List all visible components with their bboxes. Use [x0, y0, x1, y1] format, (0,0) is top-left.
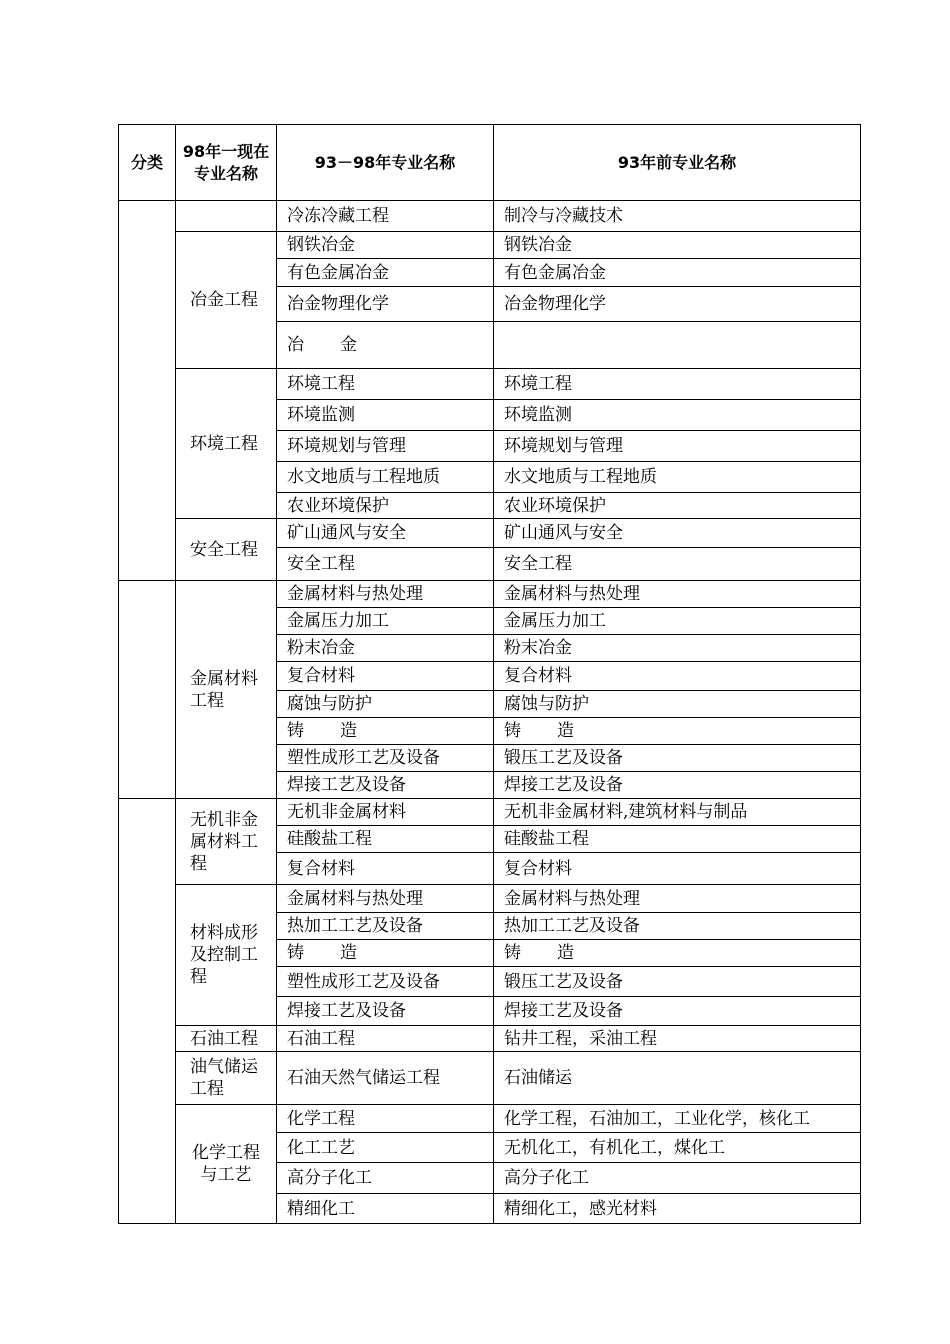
name-pre-93-cell: 锻压工艺及设备 — [494, 967, 861, 997]
name-pre-93-cell: 农业环境保护 — [494, 493, 861, 519]
name-93-98-cell: 冶 金 — [277, 322, 494, 369]
table-row — [119, 369, 861, 400]
name-93-98-cell: 铸 造 — [277, 940, 494, 967]
major-cell: 无机非金属材料工程 — [176, 799, 277, 885]
name-pre-93-cell: 高分子化工 — [494, 1163, 861, 1194]
name-pre-93-cell: 化学工程，石油加工，工业化学，核化工 — [494, 1105, 861, 1133]
majors-table — [118, 124, 861, 1224]
name-pre-93-cell: 锻压工艺及设备 — [494, 745, 861, 772]
category-cell — [119, 799, 176, 1224]
name-pre-93-cell: 铸 造 — [494, 940, 861, 967]
table-row — [119, 885, 861, 913]
name-93-98-cell: 石油工程 — [277, 1026, 494, 1052]
name-93-98-cell: 铸 造 — [277, 718, 494, 745]
name-pre-93-cell: 冶金物理化学 — [494, 287, 861, 322]
table-row — [119, 1026, 861, 1052]
name-pre-93-cell: 无机化工，有机化工，煤化工 — [494, 1133, 861, 1163]
name-pre-93-cell: 矿山通风与安全 — [494, 519, 861, 548]
name-93-98-cell: 水文地质与工程地质 — [277, 462, 494, 493]
name-pre-93-cell: 金属压力加工 — [494, 608, 861, 635]
name-93-98-cell: 腐蚀与防护 — [277, 691, 494, 718]
major-cell: 材料成形及控制工程 — [176, 885, 277, 1026]
name-pre-93-cell: 钢铁冶金 — [494, 232, 861, 259]
name-93-98-cell: 无机非金属材料 — [277, 799, 494, 826]
name-93-98-cell: 冶金物理化学 — [277, 287, 494, 322]
name-93-98-cell: 冷冻冷藏工程 — [277, 201, 494, 232]
name-93-98-cell: 石油天然气储运工程 — [277, 1052, 494, 1105]
name-93-98-cell: 有色金属冶金 — [277, 259, 494, 287]
header-major-93-98: 93－98年专业名称 — [277, 125, 494, 201]
major-cell: 冶金工程 — [176, 232, 277, 369]
name-pre-93-cell: 复合材料 — [494, 662, 861, 691]
name-93-98-cell: 金属材料与热处理 — [277, 581, 494, 608]
name-93-98-cell: 复合材料 — [277, 853, 494, 885]
name-pre-93-cell: 粉末冶金 — [494, 635, 861, 662]
name-93-98-cell: 精细化工 — [277, 1194, 494, 1224]
header-major-pre-93: 93年前专业名称 — [494, 125, 861, 201]
name-pre-93-cell: 铸 造 — [494, 718, 861, 745]
name-93-98-cell: 金属压力加工 — [277, 608, 494, 635]
name-93-98-cell: 农业环境保护 — [277, 493, 494, 519]
name-93-98-cell: 环境工程 — [277, 369, 494, 400]
table-row — [119, 201, 861, 232]
name-93-98-cell: 化工工艺 — [277, 1133, 494, 1163]
table-row — [119, 232, 861, 259]
name-93-98-cell: 塑性成形工艺及设备 — [277, 967, 494, 997]
name-93-98-cell: 高分子化工 — [277, 1163, 494, 1194]
major-cell: 环境工程 — [176, 369, 277, 519]
header-major-98-present: 98年一现在专业名称 — [176, 125, 277, 201]
name-93-98-cell: 化学工程 — [277, 1105, 494, 1133]
name-pre-93-cell: 钻井工程，采油工程 — [494, 1026, 861, 1052]
name-93-98-cell: 环境监测 — [277, 400, 494, 431]
name-pre-93-cell: 制冷与冷藏技术 — [494, 201, 861, 232]
name-93-98-cell: 焊接工艺及设备 — [277, 997, 494, 1026]
name-pre-93-cell — [494, 322, 861, 369]
major-cell: 油气储运工程 — [176, 1052, 277, 1105]
name-93-98-cell: 矿山通风与安全 — [277, 519, 494, 548]
name-pre-93-cell: 水文地质与工程地质 — [494, 462, 861, 493]
name-93-98-cell: 环境规划与管理 — [277, 431, 494, 462]
header-category: 分类 — [119, 125, 176, 201]
table-row — [119, 581, 861, 608]
name-93-98-cell: 塑性成形工艺及设备 — [277, 745, 494, 772]
name-93-98-cell: 金属材料与热处理 — [277, 885, 494, 913]
name-pre-93-cell: 金属材料与热处理 — [494, 581, 861, 608]
category-cell — [119, 201, 176, 581]
major-cell: 石油工程 — [176, 1026, 277, 1052]
table-row — [119, 1052, 861, 1105]
table-row — [119, 1105, 861, 1133]
major-cell — [176, 201, 277, 232]
name-pre-93-cell: 环境工程 — [494, 369, 861, 400]
table-row — [119, 519, 861, 548]
name-pre-93-cell: 有色金属冶金 — [494, 259, 861, 287]
major-cell: 安全工程 — [176, 519, 277, 581]
name-93-98-cell: 安全工程 — [277, 548, 494, 581]
name-pre-93-cell: 金属材料与热处理 — [494, 885, 861, 913]
table-row — [119, 799, 861, 826]
name-93-98-cell: 焊接工艺及设备 — [277, 772, 494, 799]
name-93-98-cell: 复合材料 — [277, 662, 494, 691]
category-cell — [119, 581, 176, 799]
name-pre-93-cell: 精细化工，感光材料 — [494, 1194, 861, 1224]
name-93-98-cell: 热加工工艺及设备 — [277, 913, 494, 940]
name-pre-93-cell: 安全工程 — [494, 548, 861, 581]
name-pre-93-cell: 焊接工艺及设备 — [494, 772, 861, 799]
header-row — [119, 125, 861, 201]
name-93-98-cell: 粉末冶金 — [277, 635, 494, 662]
name-pre-93-cell: 环境监测 — [494, 400, 861, 431]
major-cell: 金属材料工程 — [176, 581, 277, 799]
name-pre-93-cell: 复合材料 — [494, 853, 861, 885]
name-pre-93-cell: 无机非金属材料,建筑材料与制品 — [494, 799, 861, 826]
name-93-98-cell: 硅酸盐工程 — [277, 826, 494, 853]
name-93-98-cell: 钢铁冶金 — [277, 232, 494, 259]
name-pre-93-cell: 热加工工艺及设备 — [494, 913, 861, 940]
major-cell: 化学工程与工艺 — [176, 1105, 277, 1224]
name-pre-93-cell: 焊接工艺及设备 — [494, 997, 861, 1026]
name-pre-93-cell: 石油储运 — [494, 1052, 861, 1105]
name-pre-93-cell: 环境规划与管理 — [494, 431, 861, 462]
name-pre-93-cell: 腐蚀与防护 — [494, 691, 861, 718]
name-pre-93-cell: 硅酸盐工程 — [494, 826, 861, 853]
